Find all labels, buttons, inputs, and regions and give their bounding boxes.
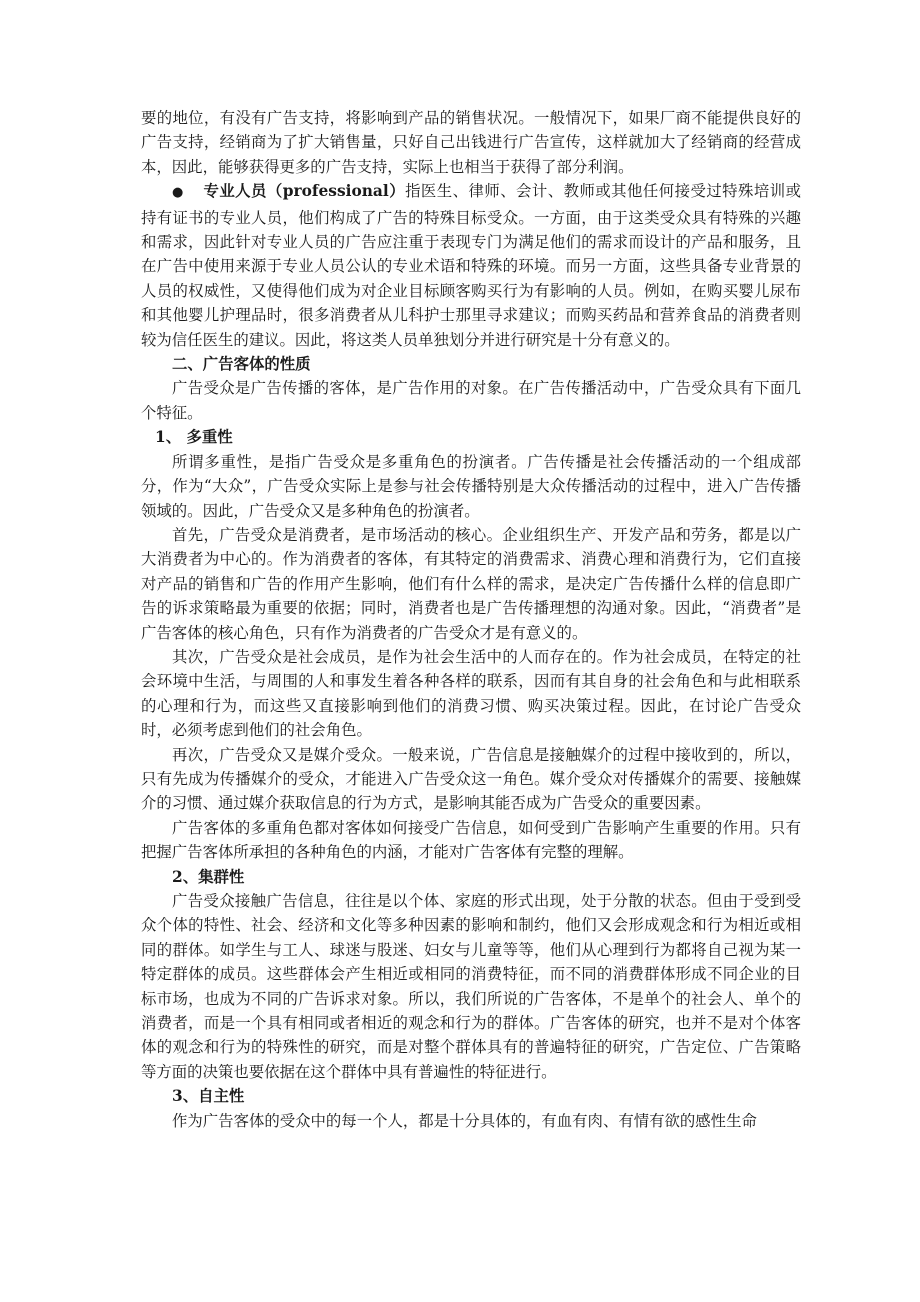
document-page <box>141 106 801 1133</box>
section-heading: 二、广告客体的性质 <box>172 355 311 374</box>
paragraph-intro: 广告受众是广告传播的客体，是广告作用的对象。在广告传播活动中，广告受众具有下面几个特征。 <box>141 379 801 422</box>
paragraph-social-role: 其次，广告受众是社会成员，是作为社会生活中的人而存在的。作为社会成员，在特定的社会环境中生活，与周围的人和事发生着各种各样的联系，因而有其自身的社会角色和与此相联系的心理和行为，而这些又直接影响到他们的消费习惯、购买决策过程。因此，在讨论广告受众时，必须考虑到他们的社会角色。 <box>141 647 801 740</box>
subheading-grouping: 2、集群性 <box>172 867 245 886</box>
subheading-autonomy: 3、自主性 <box>172 1087 245 1106</box>
paragraph-multiplicity-summary: 广告客体的多重角色都对客体如何接受广告信息，如何受到广告影响产生重要的作用。只有把握广告客体所承担的各种角色的内涵，才能对广告客体有完整的理解。 <box>141 818 801 862</box>
subheading-multiplicity: 1、 多重性 <box>155 428 233 447</box>
bullet-icon: ● <box>172 185 184 201</box>
paragraph-continued: 要的地位，有没有广告支持，将影响到产品的销售状况。一般情况下，如果厂商不能提供良好的广告支持，经销商为了扩大销售量，只好自己出钱进行广告宣传，这样就加大了经销商的经营成本，因此，能够获得更多的广告支持，实际上也相当于获得了部分利润。 <box>141 109 801 176</box>
bullet-lead-term: 专业人员（professional） <box>203 182 406 201</box>
paragraph-autonomy: 作为广告客体的受众中的每一个人，都是十分具体的，有血有肉、有情有欲的感性生命 <box>172 1111 757 1130</box>
paragraph-multiplicity-definition: 所谓多重性，是指广告受众是多重角色的扮演者。广告传播是社会传播活动的一个组成部分，作为“大众”，广告受众实际上是参与社会传播特别是大众传播活动的过程中，进入广告传播领域的。因此，广告受众又是多种角色的扮演者。 <box>141 452 801 520</box>
paragraph-grouping: 广告受众接触广告信息，往往是以个体、家庭的形式出现，处于分散的状态。但由于受到受众个体的特性、社会、经济和文化等多种因素的影响和制约，他们又会形成观念和行为相近或相同的群体。如学生与工人、球迷与股迷、妇女与儿童等等，他们从心理到行为都将自己视为某一特定群体的成员。这些群体会产生相近或相同的消费特征，而不同的消费群体形成不同企业的目标市场，也成为不同的广告诉求对象。所以，我们所说的广告客体，不是单个的社会人、单个的消费者，而是一个具有相同或者相近的观念和行为的群体。广告客体的研究，也并不是对个体客体的观念和行为的特殊性的研究，而是对整个群体具有的普遍特征的研究，广告定位、广告策略等方面的决策也要依据在这个群体中具有普遍性的特征进行。 <box>141 892 801 1081</box>
paragraph-media-role: 再次，广告受众又是媒介受众。一般来说，广告信息是接触媒介的过程中接收到的，所以，只有先成为传播媒介的受众，才能进入广告受众这一角色。媒介受众对传播媒介的需要、接触媒介的习惯、通过媒介获取信息的行为方式，是影响其能否成为广告受众的重要因素。 <box>141 745 801 813</box>
bullet-body-text: 指医生、律师、会计、教师或其他任何接受过特殊培训或持有证书的专业人员，他们构成了广告的特殊目标受众。一方面，由于这类受众具有特殊的兴趣和需求，因此针对专业人员的广告应注重于表现专门为满足他们的需求而设计的产品和服务，且在广告中使用来源于专业人员公认的专业术语和特殊的环境。而另一方面，这些具备专业背景的人员的权威性，又使得他们成为对企业目标顾客购买行为有影响的人员。例如，在购买婴儿尿布和其他婴儿护理品时，很多消费者从儿科护士那里寻求建议；而购买药品和营养食品的消费者则较为信任医生的建议。因此，将这类人员单独划分并进行研究是十分有意义的。 <box>141 182 801 349</box>
paragraph-consumer-role: 首先，广告受众是消费者，是市场活动的核心。企业组织生产、开发产品和劳务，都是以广大消费者为中心的。作为消费者的客体，有其特定的消费需求、消费心理和消费行为，它们直接对产品的销售和广告的作用产生影响，他们有什么样的需求，是决定广告传播什么样的信息即广告的诉求策略最为重要的依据；同时，消费者也是广告传播理想的沟通对象。因此，“消费者”是广告客体的核心角色，只有作为消费者的广告受众才是有意义的。 <box>141 525 801 642</box>
bullet-paragraph-professional <box>141 179 801 352</box>
